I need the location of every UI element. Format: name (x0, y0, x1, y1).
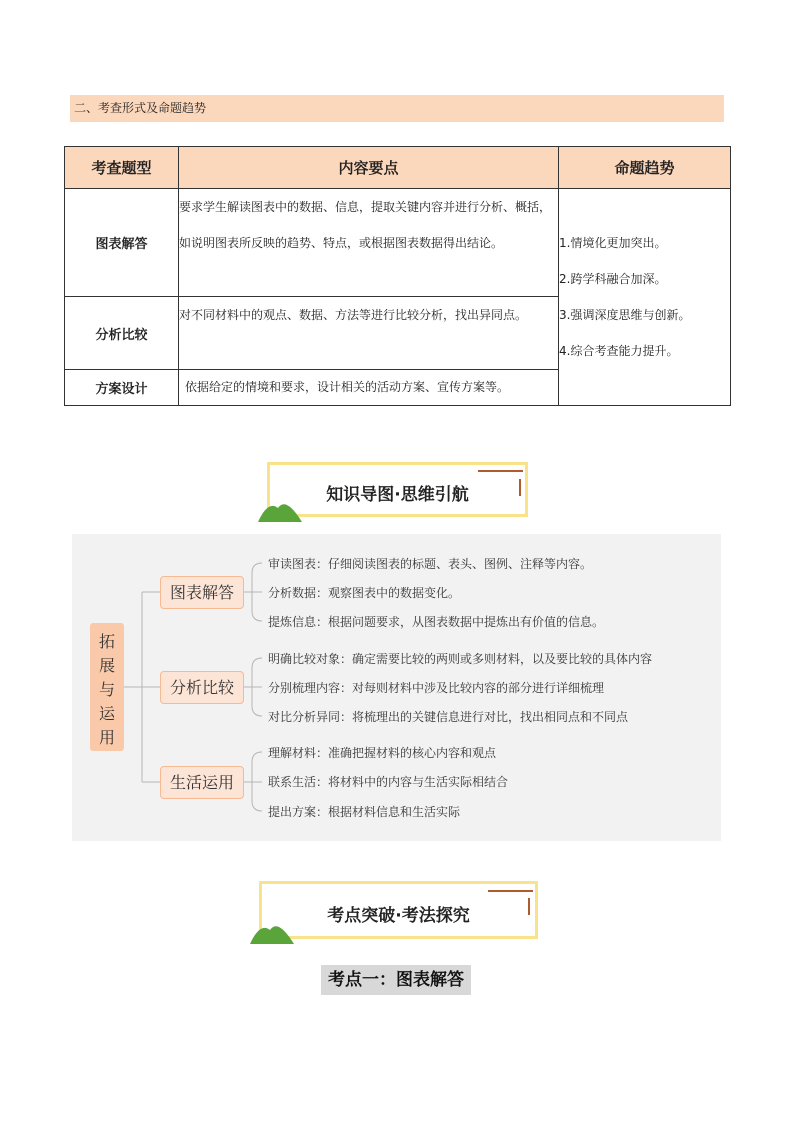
table-header: 内容要点 (179, 147, 559, 189)
mindmap-leaf: 提炼信息：根据问题要求，从图表数据中提炼出有价值的信息。 (268, 615, 605, 629)
content-cell: 对不同材料中的观点、数据、方法等进行比较分析，找出异同点。 (179, 297, 559, 370)
mindmap-leaf: 明确比较对象：确定需要比较的两则或多则材料，以及要比较的具体内容 (268, 652, 653, 666)
mindmap-leaf: 分析数据：观察图表中的数据变化。 (268, 586, 461, 600)
root-char: 用 (98, 728, 115, 747)
banner-kaodian (259, 881, 538, 939)
mountain-icon (250, 918, 296, 944)
mindmap-leaf: 审读图表：仔细阅读图表的标题、表头、图例、注释等内容。 (268, 557, 593, 571)
root-char: 拓 (98, 632, 115, 651)
question-type-cell: 方案设计 (65, 370, 179, 406)
mindmap-leaf: 理解材料：准确把握材料的核心内容和观点 (268, 746, 497, 760)
mindmap-leaf: 联系生活：将材料中的内容与生活实际相结合 (268, 775, 509, 789)
trend-item: 1.情境化更加突出。 (559, 236, 667, 250)
banner-title: 知识导图·思维引航 (326, 485, 469, 505)
mindmap-root (90, 623, 124, 751)
trend-item: 3.强调深度思维与创新。 (559, 308, 691, 322)
question-type-cell: 分析比较 (65, 297, 179, 370)
question-type-cell: 图表解答 (65, 189, 179, 297)
trend-item: 2.跨学科融合加深。 (559, 272, 667, 286)
mindmap-branch: 分析比较 (160, 671, 244, 704)
banner-accent-line (528, 898, 530, 915)
root-char: 与 (98, 680, 115, 699)
table-header: 考查题型 (65, 147, 179, 189)
trend-item: 4.综合考查能力提升。 (559, 344, 679, 358)
mindmap-leaf: 对比分析异同：将梳理出的关键信息进行对比，找出相同点和不同点 (268, 710, 629, 724)
content-cell: 依据给定的情境和要求，设计相关的活动方案、宣传方案等。 (179, 370, 559, 406)
mindmap-branch: 图表解答 (160, 576, 244, 609)
content-cell: 要求学生解读图表中的数据、信息，提取关键内容并进行分析、概括，如说明图表所反映的趋势、特点，或根据图表数据得出结论。 (179, 189, 559, 297)
mindmap-leaf: 提出方案：根据材料信息和生活实际 (268, 805, 461, 819)
root-char: 运 (98, 704, 115, 723)
root-char: 展 (98, 656, 115, 675)
banner-accent-line (488, 890, 533, 892)
table-header: 命题趋势 (559, 147, 731, 189)
mindmap-leaf: 分别梳理内容：对每则材料中涉及比较内容的部分进行详细梳理 (268, 681, 605, 695)
mindmap-branch: 生活运用 (160, 766, 244, 799)
banner-title: 考点突破·考法探究 (327, 906, 470, 926)
section-title: 二、考查形式及命题趋势 (74, 101, 207, 115)
kaodian-title: 考点一：图表解答 (321, 965, 471, 995)
